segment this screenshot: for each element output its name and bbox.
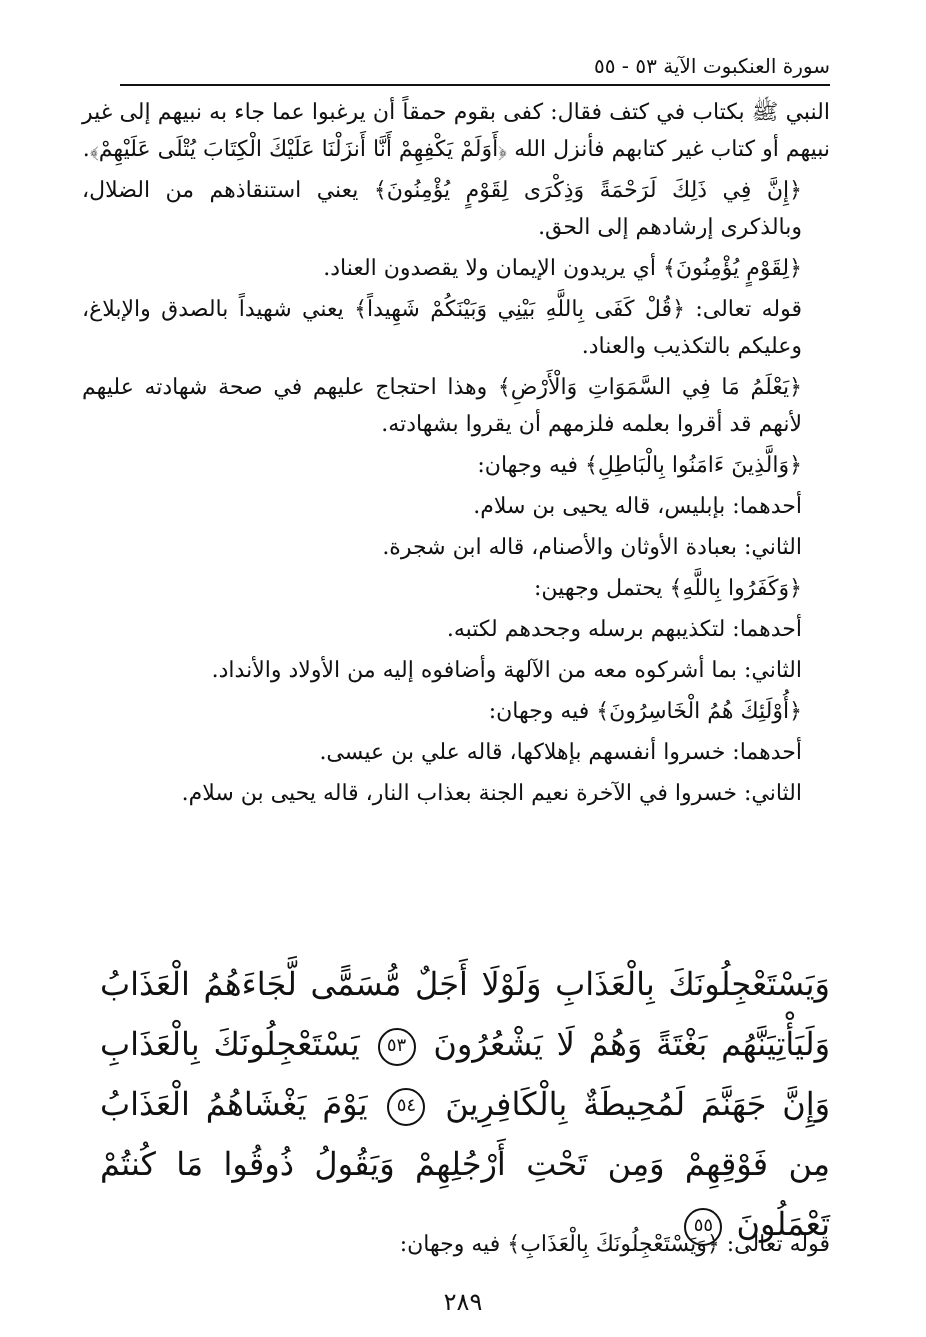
paragraph: ﴿يَعْلَمُ مَا فِي السَّمَوَاتِ وَالْأَرْضِ﴾ وهذا احتجاج عليهم في صحة شهادته عليهم لأنهم قد أقروا بعلمه فلزمهم أن يقروا بشهادته. [82,375,802,437]
paragraph: الثاني: بعبادة الأوثان والأصنام، قاله ابن شجرة. [382,535,802,560]
paragraph: الثاني: بما أشركوه معه من الآلهة وأضافوه إليه من الأولاد والأنداد. [211,658,802,683]
footer-paragraph: قوله تعالى: ﴿وَيَسْتَعْجِلُونَكَ بِالْعَذَابِ﴾ فيه وجهان: [399,1232,830,1257]
verse-55-text: يَوْمَ يَغْشَاهُمُ الْعَذَابُ مِن فَوْقِهِمْ وَمِن تَحْتِ أَرْجُلِهِمْ وَيَقُولُ ذُوقُوا مَا كُنتُمْ تَعْمَلُونَ [100,1085,830,1243]
paragraph: ﴿أُوْلَئِكَ هُمُ الْخَاسِرُونَ﴾ فيه وجهان: [488,699,802,724]
paragraph: أحدهما: بإبليس، قاله يحيى بن سلام. [473,494,802,519]
paragraph: قوله تعالى: ﴿قُلْ كَفَى بِاللَّهِ بَيْنِي وَبَيْنَكُمْ شَهِيداً﴾ يعني شهيداً بالصدق والإبلاغ، وعليكم بالتكذيب والعناد. [82,297,802,359]
paragraph: أحدهما: لتكذيبهم برسله وجحدهم لكتبه. [446,617,802,642]
verse-54-text: يَسْتَعْجِلُونَكَ بِالْعَذَابِ وَإِنَّ جَهَنَّمَ لَمُحِيطَةٌ بِالْكَافِرِينَ [100,1025,831,1123]
paragraph: الثاني: خسروا في الآخرة نعيم الجنة بعذاب النار، قاله يحيى بن سلام. [181,781,802,806]
paragraph: ﴿لِقَوْمٍ يُؤْمِنُونَ﴾ أي يريدون الإيمان ولا يقصدون العناد. [323,256,802,281]
page-number: ٢٨٩ [443,1288,483,1316]
paragraph: أحدهما: خسروا أنفسهم بإهلاكها، قاله علي بن عيسى. [319,740,802,765]
commentary-body [82,94,830,816]
verse-number-55: ٥٥ [684,1208,722,1246]
verse-number-53: ٥٣ [378,1028,416,1066]
paragraph: النبي ﷺ بكتاب في كتف فقال: كفى بقوم حمقاً أن يرغبوا عما جاء به نبيهم إلى غير نبيهم أو كتاب غير كتابهم فأنزل الله ﴿أَوَلَمْ يَكْفِهِمْ أَنَّا أَنزَلْنَا عَلَيْكَ الْكِتَابَ يُتْلَى عَلَيْهِمْ﴾. [82,100,830,162]
header-title: سورة العنكبوت الآية ٥٣ - ٥٥ [593,54,830,78]
quran-verses-block [100,954,830,1254]
paragraph: ﴿وَالَّذِينَ ءَامَنُوا بِالْبَاطِلِ﴾ فيه وجهان: [477,453,802,478]
verse-53-text: وَيَسْتَعْجِلُونَكَ بِالْعَذَابِ وَلَوْلَا أَجَلٌ مُّسَمًّى لَّجَاءَهُمُ الْعَذَابُ وَلَيَأْتِيَنَّهُم بَغْتَةً وَهُمْ لَا يَشْعُرُونَ [100,965,831,1063]
page-header [120,50,830,86]
paragraph: ﴿إِنَّ فِي ذَلِكَ لَرَحْمَةً وَذِكْرَى لِقَوْمٍ يُؤْمِنُونَ﴾ يعني استنقاذهم من الضلال، وبالذكرى إرشادهم إلى الحق. [82,178,802,240]
paragraph: ﴿وَكَفَرُوا بِاللَّهِ﴾ يحتمل وجهين: [534,576,802,601]
verse-number-54: ٥٤ [387,1088,425,1126]
